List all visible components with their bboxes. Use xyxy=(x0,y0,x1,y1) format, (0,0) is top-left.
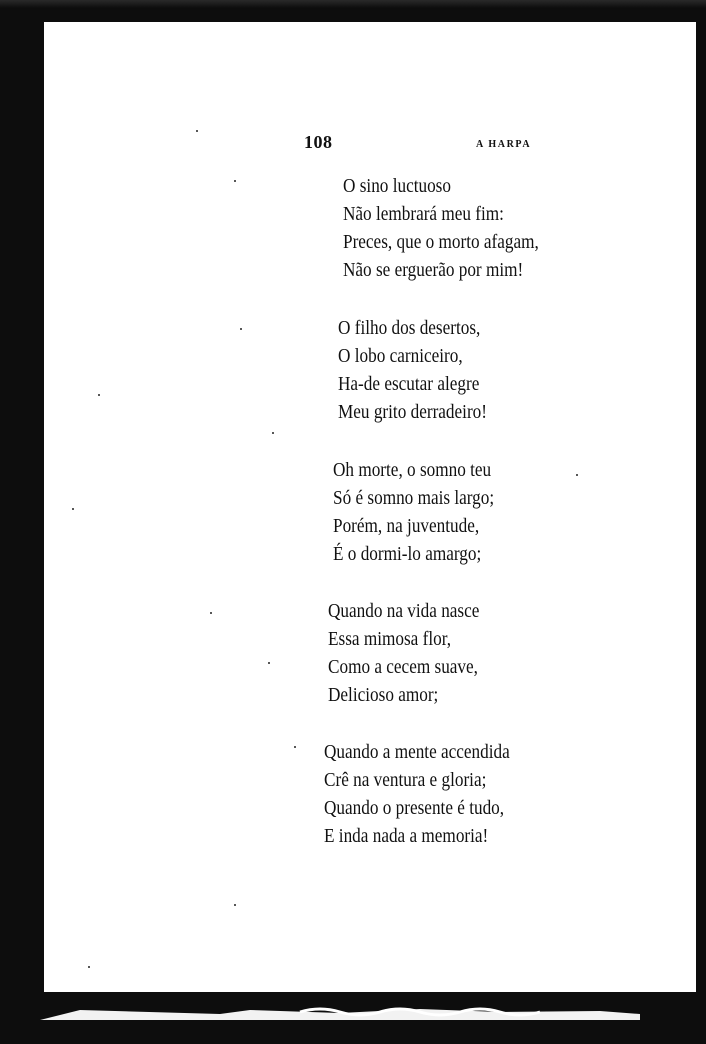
scan-speck xyxy=(210,612,212,614)
scan-speck xyxy=(240,328,242,330)
poem-stanza xyxy=(328,597,479,709)
poem-line: Não se erguerão por mim! xyxy=(343,259,524,281)
scan-border-left xyxy=(0,0,44,1044)
poem-line: O sino luctuoso xyxy=(343,175,451,197)
poem-stanza xyxy=(333,456,494,568)
poem-line: Meu grito derradeiro! xyxy=(338,401,488,423)
poem-stanza xyxy=(343,172,539,284)
poem-line: O lobo carniceiro, xyxy=(338,345,463,367)
poem-line: Quando na vida nasce xyxy=(328,600,480,622)
poem-line: Não lembrará meu fim: xyxy=(343,203,504,225)
poem-line: Crê na ventura e gloria; xyxy=(324,769,487,791)
poem-line: É o dormi-lo amargo; xyxy=(333,543,482,565)
poem-stanza xyxy=(338,314,487,426)
poem-line: Só é somno mais largo; xyxy=(333,487,495,509)
poem-line: Preces, que o morto afagam, xyxy=(343,231,539,253)
scan-speck xyxy=(98,394,100,396)
poem-line: Porém, na juventude, xyxy=(333,515,480,537)
scan-speck xyxy=(88,966,90,968)
scan-speck xyxy=(234,904,236,906)
poem-line: Quando o presente é tudo, xyxy=(324,797,505,819)
poem-line: Delicioso amor; xyxy=(328,684,439,706)
poem-line: Essa mimosa flor, xyxy=(328,628,452,650)
scan-border-right xyxy=(696,0,706,1044)
poem-line: Oh morte, o somno teu xyxy=(333,459,492,481)
poem-line: Quando a mente accendida xyxy=(324,741,510,763)
poem-stanza xyxy=(324,738,510,850)
bottom-page-edge-texture xyxy=(40,1000,640,1024)
poem-line: O filho dos desertos, xyxy=(338,317,481,339)
poem-line: E inda nada a memoria! xyxy=(324,825,489,847)
scan-speck xyxy=(72,508,74,510)
scan-speck xyxy=(272,432,274,434)
scan-speck xyxy=(234,180,236,182)
scan-speck xyxy=(576,474,578,476)
scan-speck xyxy=(268,662,270,664)
scan-border-top-shade xyxy=(0,0,706,8)
scan-speck xyxy=(294,746,296,748)
poem-line: Ha-de escutar alegre xyxy=(338,373,480,395)
running-title: A HARPA xyxy=(476,139,532,150)
poem-line: Como a cecem suave, xyxy=(328,656,478,678)
page-number: 108 xyxy=(304,132,333,152)
page-header xyxy=(0,132,706,156)
